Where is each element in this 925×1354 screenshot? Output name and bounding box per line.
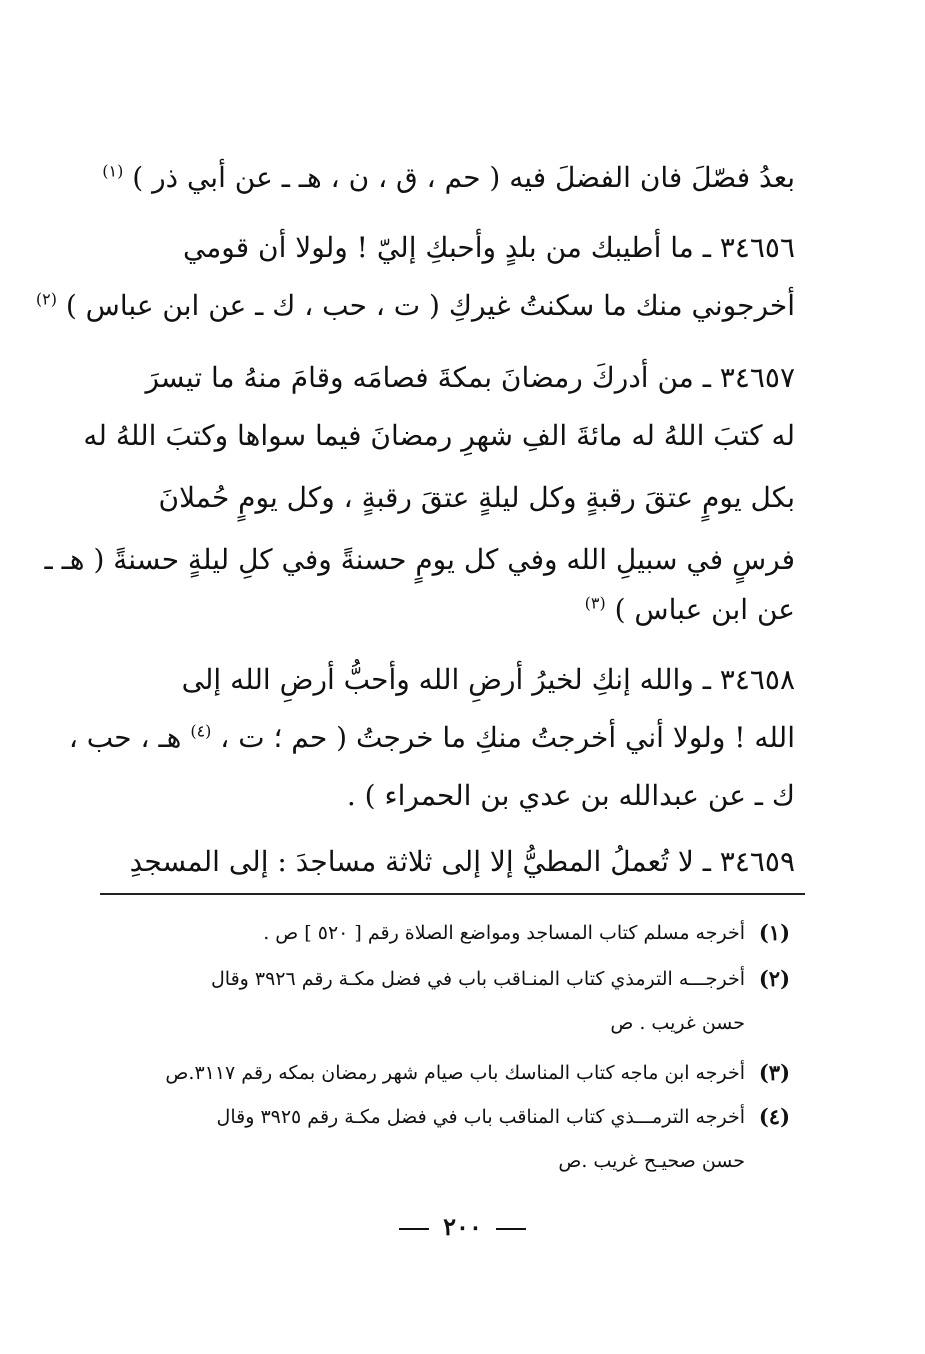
footnote-marker: (٢) xyxy=(35,289,57,309)
hadith-34657-line-4 xyxy=(44,540,795,580)
text-line-1 xyxy=(102,158,795,198)
hadith-34657-line-3 xyxy=(159,478,795,518)
page-number xyxy=(0,1212,925,1241)
line-text: الله ! ولولا أني أخرجتُ منكِ ما خرجتُ ( حم ؛ ت ، xyxy=(211,721,795,754)
hadith-34658-line-2 xyxy=(69,718,795,758)
hadith-34657-line-2 xyxy=(83,416,795,456)
footnote-number: (١) xyxy=(758,920,790,945)
line-text: بعدُ فصّلَ فان الفضلَ فيه ( حم ، ق ، ن ، هـ ـ عن أبي ذر ) xyxy=(123,161,795,194)
line-text: ٣٤٦٥٦ ـ ما أطيبك من بلدٍ وأحبكِ إليّ ! ولولا أن قومي xyxy=(182,231,795,264)
hadith-34657-line-5 xyxy=(585,590,795,630)
line-text: ٣٤٦٥٩ ـ لا تُعملُ المطيُّ إلا إلى ثلاثة مساجدَ : إلى المسجدِ xyxy=(129,845,795,878)
footnote-text: حسن غريب . ص xyxy=(610,1012,745,1034)
dash-decoration xyxy=(496,1228,526,1230)
footnote-separator xyxy=(100,893,805,895)
hadith-34658-line-1 xyxy=(182,660,795,700)
footnote-number: (٣) xyxy=(758,1060,790,1085)
footnote-text: حسن صحيـح غريب .ص xyxy=(558,1150,745,1172)
line-text: بكل يومٍ عتقَ رقبةٍ وكل ليلةٍ عتقَ رقبةٍ ، وكل يومٍ حُملانَ xyxy=(158,481,795,514)
line-text: عن ابن عباس ) xyxy=(605,593,795,626)
footnote-marker: (١) xyxy=(102,161,124,181)
line-text: ٣٤٦٥٨ ـ والله إنكِ لخيرُ أرضِ الله وأحبُّ أرضِ الله إلى xyxy=(181,663,795,696)
footnote-text: أخرجـــه الترمذي كتاب المنـاقب باب في فضل مكـة رقم ٣٩٢٦ وقال xyxy=(210,968,745,990)
hadith-34659-line-1 xyxy=(130,842,795,882)
footnote-marker: (٣) xyxy=(584,593,606,613)
line-text: ك ـ عن عبدالله بن عدي بن الحمراء ) . xyxy=(346,779,795,812)
hadith-34658-line-3 xyxy=(347,776,795,816)
line-text: له كتبَ اللهُ له مائةَ الفِ شهرِ رمضانَ فيما سواها وكتبَ اللهُ له xyxy=(83,419,795,452)
hadith-34656-line-2 xyxy=(36,286,795,326)
footnote-number: (٤) xyxy=(758,1104,790,1129)
line-text: ٣٤٦٥٧ ـ من أدركَ رمضانَ بمكةَ فصامَه وقامَ منهُ ما تيسرَ xyxy=(145,361,795,394)
footnote-number: (٢) xyxy=(758,966,790,991)
hadith-34656-line-1 xyxy=(183,228,795,268)
hadith-34657-line-1 xyxy=(145,358,795,398)
footnote-marker: (٤) xyxy=(190,721,212,741)
footnote-text: أخرجه الترمـــذي كتاب المناقب باب في فضل مكـة رقم ٣٩٢٥ وقال xyxy=(216,1106,745,1128)
line-text: فرسٍ في سبيلِ الله وفي كل يومٍ حسنةً وفي كلِ ليلةٍ حسنةً ( هـ ـ xyxy=(44,543,795,576)
page-number-value: ٢٠٠ xyxy=(443,1212,482,1241)
dash-decoration xyxy=(399,1228,429,1230)
line-text: أخرجوني منك ما سكنتُ غيركِ ( ت ، حب ، ك ـ عن ابن عباس ) xyxy=(56,289,795,322)
line-text-after: هـ ، حب ، xyxy=(68,721,191,754)
footnote-text: أخرجه مسلم كتاب المساجد ومواضع الصلاة رقم [ ٥٢٠ ] ص . xyxy=(263,922,745,944)
footnote-text: أخرجه ابن ماجه كتاب المناسك باب صيام شهر رمضان بمكه رقم ٣١١٧.ص xyxy=(165,1062,745,1084)
